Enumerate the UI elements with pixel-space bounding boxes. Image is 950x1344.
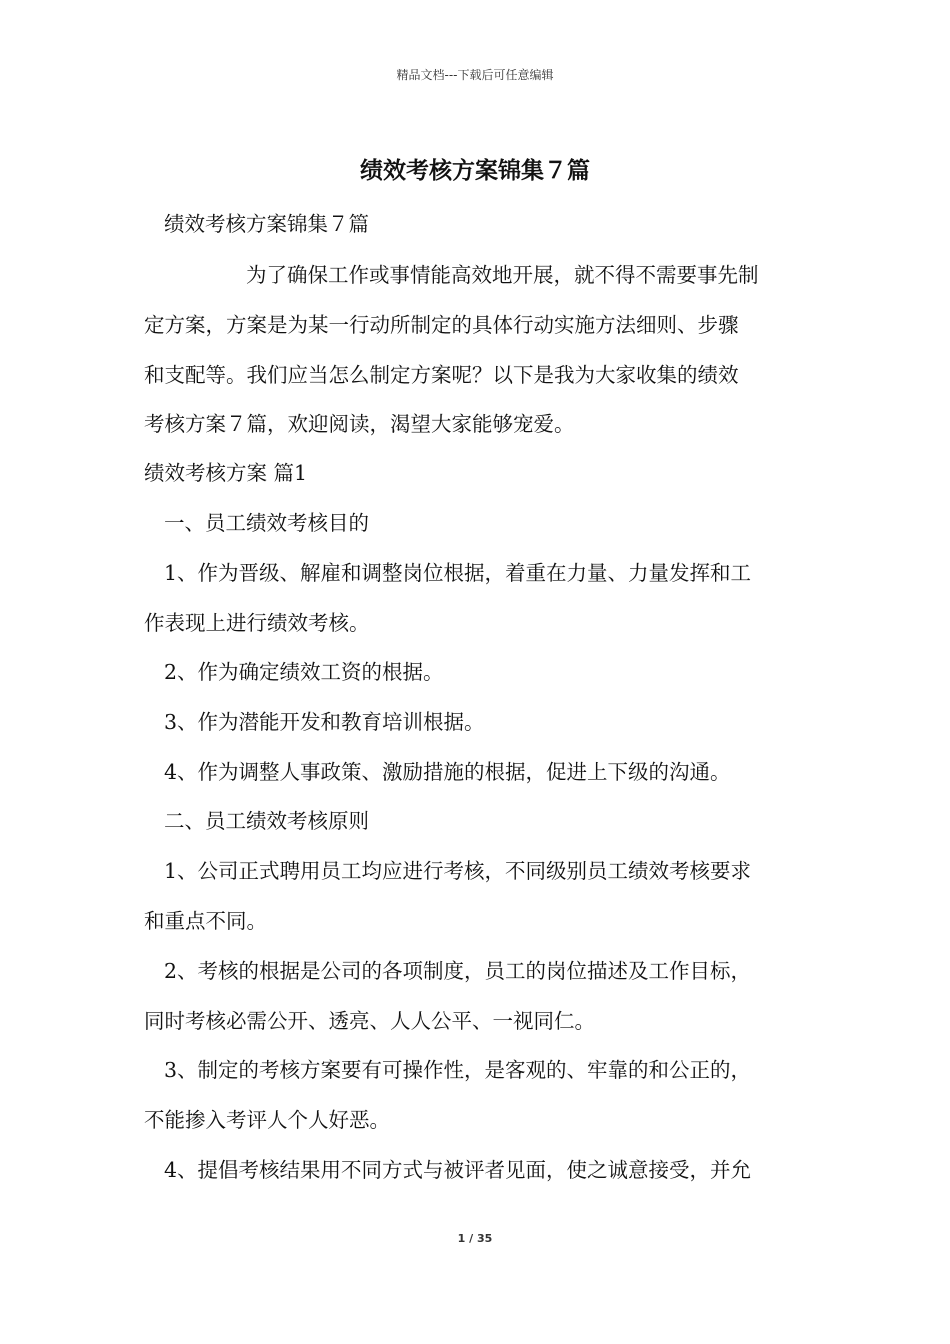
paragraph-line: 4、作为调整人事政策、激励措施的根据，促进上下级的沟通。: [164, 760, 731, 784]
subtitle-line: 绩效考核方案锦集７篇: [164, 212, 369, 236]
paragraph-line: 考核方案７篇，欢迎阅读，渴望大家能够宠爱。: [144, 412, 575, 436]
paragraph-line: 2、作为确定绩效工资的根据。: [164, 660, 444, 684]
paragraph-line: 1、作为晋级、解雇和调整岗位根据，着重在力量、力量发挥和工: [164, 561, 752, 585]
document-title: 绩效考核方案锦集７篇: [360, 158, 590, 184]
paragraph-line: 4、提倡考核结果用不同方式与被评者见面，使之诚意接受，并允: [164, 1158, 752, 1182]
subsection-heading: 一、员工绩效考核目的: [164, 511, 369, 535]
page-number: 1 / 35: [457, 1232, 493, 1245]
paragraph-line: 不能掺入考评人个人好恶。: [144, 1108, 390, 1132]
paragraph-line: 为了确保工作或事情能高效地开展，就不得不需要事先制: [246, 263, 759, 287]
paragraph-line: 作表现上进行绩效考核。: [144, 611, 370, 635]
paragraph-line: 和重点不同。: [144, 909, 267, 933]
section-heading: 绩效考核方案 篇1: [144, 461, 308, 485]
page-header: 精品文档---下载后可任意编辑: [396, 68, 554, 82]
paragraph-line: 同时考核必需公开、透亮、人人公平、一视同仁。: [144, 1009, 595, 1033]
paragraph-line: 定方案，方案是为某一行动所制定的具体行动实施方法细则、步骤: [144, 313, 739, 337]
paragraph-line: 2、考核的根据是公司的各项制度，员工的岗位描述及工作目标，: [164, 959, 752, 983]
paragraph-line: 和支配等。我们应当怎么制定方案呢？以下是我为大家收集的绩效: [144, 363, 739, 387]
paragraph-line: 1、公司正式聘用员工均应进行考核，不同级别员工绩效考核要求: [164, 859, 752, 883]
paragraph-line: 3、作为潜能开发和教育培训根据。: [164, 710, 485, 734]
paragraph-line: 3、制定的考核方案要有可操作性，是客观的、牢靠的和公正的，: [164, 1058, 752, 1082]
subsection-heading: 二、员工绩效考核原则: [164, 809, 369, 833]
